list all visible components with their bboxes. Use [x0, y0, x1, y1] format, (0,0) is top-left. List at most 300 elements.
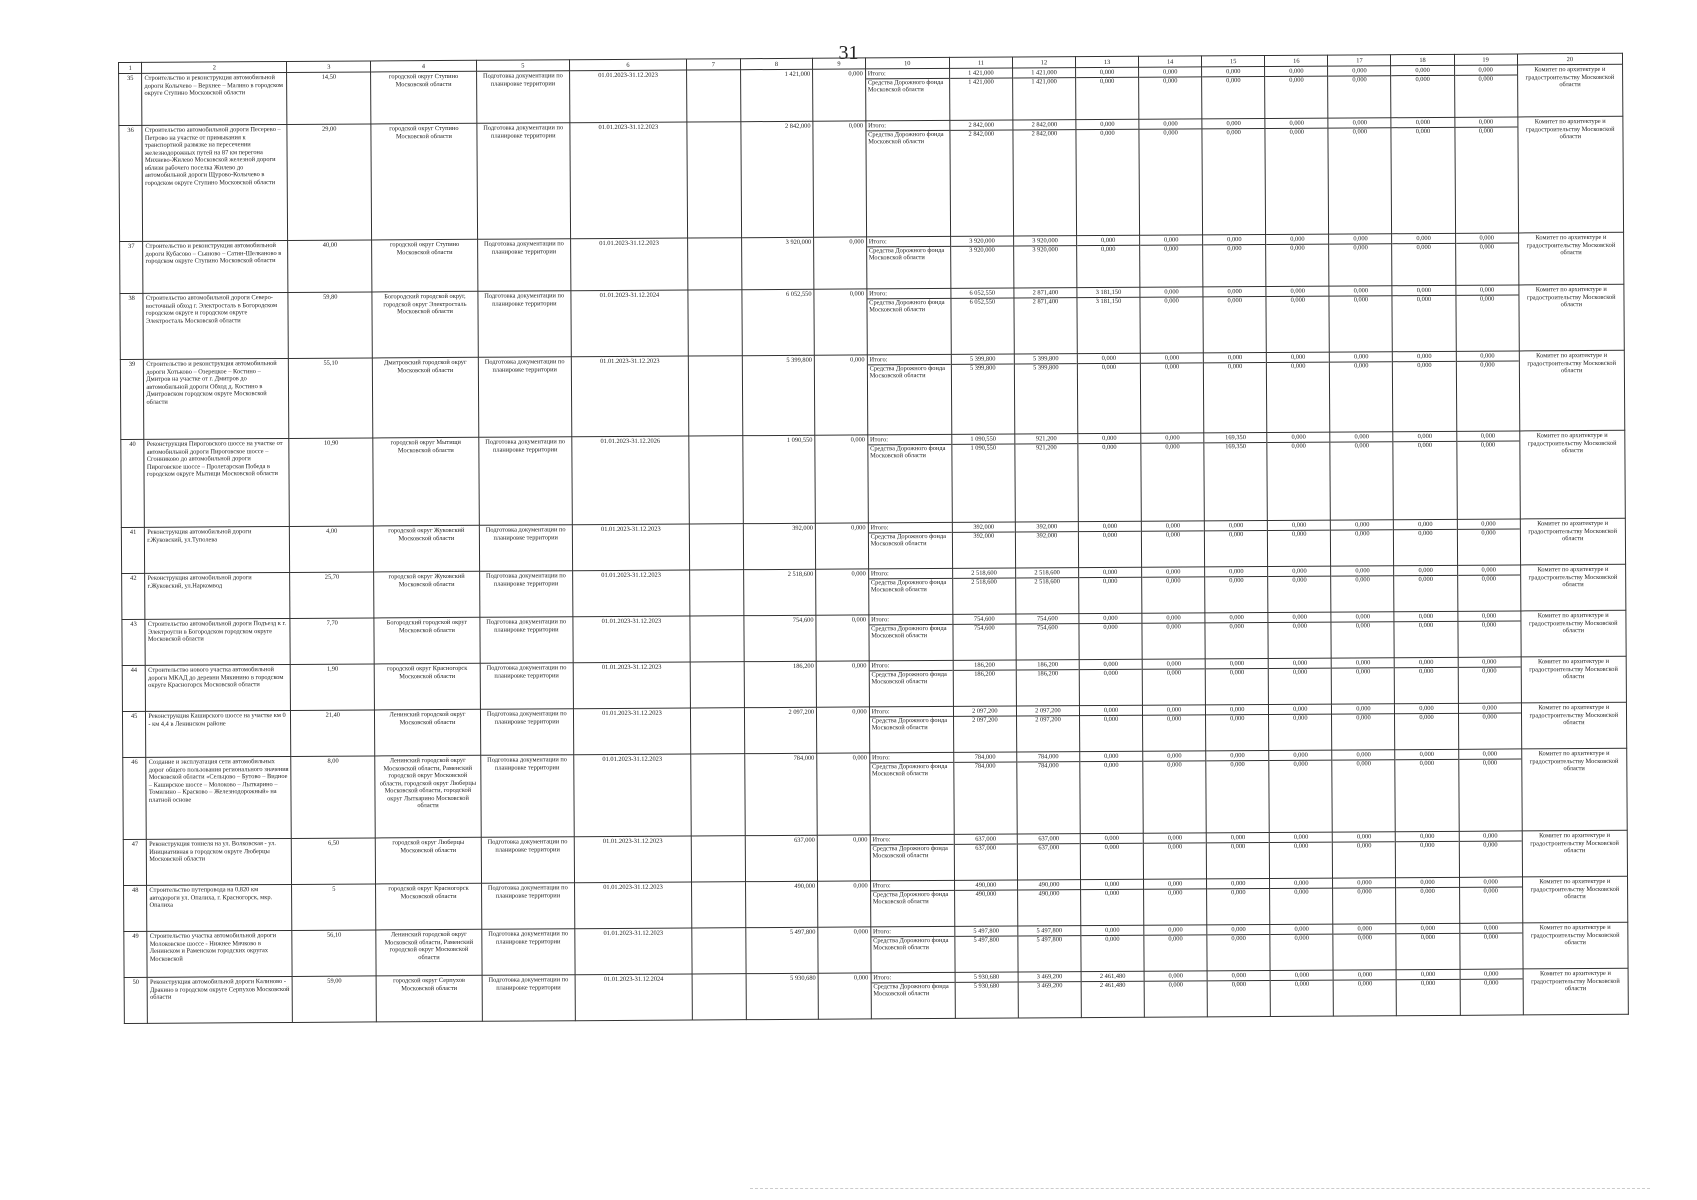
total-value: 2 097,200 — [1035, 707, 1061, 715]
year-value-cell — [1079, 613, 1142, 659]
year-value-cell — [1455, 233, 1518, 285]
fund-label: Средства Дорожного фонда Московской области — [868, 443, 951, 460]
fund-value: 3 920,000 — [951, 246, 1013, 255]
fund-value: 0,000 — [1143, 760, 1205, 769]
fund-value: 0,000 — [1328, 75, 1390, 84]
funded-value: 0,000 — [818, 881, 871, 927]
object-length: 5 — [292, 884, 376, 931]
fund-value: 784,000 — [1017, 761, 1079, 770]
total-value: 0,000 — [1354, 353, 1369, 361]
year-value-cell — [1267, 432, 1331, 520]
year-value-cell — [1018, 926, 1081, 972]
cost-value: 2 097,200 — [744, 707, 817, 753]
work-period: 01.01.2023-31.12.2026 — [572, 436, 689, 525]
total-value: 0,000 — [1478, 118, 1494, 126]
cost-value: 392,000 — [743, 523, 816, 569]
municipality: Богородский городской округ, городской округ Электросталь Московской области — [372, 291, 478, 358]
total-value: 0,000 — [1229, 706, 1245, 714]
fund-value: 0,000 — [1330, 361, 1392, 370]
year-value-cell — [1206, 750, 1270, 832]
fund-value: 0,000 — [1394, 441, 1456, 450]
total-value: 0,000 — [1164, 288, 1179, 296]
year-value-cell — [1333, 832, 1396, 878]
total-value: 2 871,400 — [1032, 289, 1059, 297]
funding-source-cell — [868, 522, 952, 569]
total-value: 0,000 — [1231, 926, 1246, 934]
total-value: 0,000 — [1356, 751, 1371, 759]
funding-source-cell — [869, 660, 953, 707]
column-7-cell — [690, 570, 744, 616]
year-value-cell — [1140, 353, 1204, 433]
fund-value: 0,000 — [1269, 622, 1331, 631]
total-value: 0,000 — [1290, 287, 1305, 295]
year-value-cell — [1458, 749, 1522, 831]
fund-value: 0,000 — [1271, 980, 1333, 989]
year-value-cell — [1018, 972, 1081, 1018]
total-value: 5 930,680 — [973, 973, 1000, 981]
fund-value: 2 097,200 — [1017, 715, 1079, 724]
column-number-8: 8 — [740, 58, 813, 69]
fund-value: 0,000 — [1392, 127, 1454, 136]
year-value-cell — [1331, 612, 1394, 658]
fund-label: Средства Дорожного фонда Московской области — [866, 77, 949, 94]
responsible-committee: Комитет по архитектуре и градостроительству Московской области — [1519, 284, 1625, 351]
total-value: 637,000 — [1038, 835, 1060, 843]
fund-value: 0,000 — [1144, 934, 1206, 943]
fund-value: 6 052,550 — [951, 298, 1013, 307]
total-value: 3 920,000 — [1032, 237, 1058, 245]
year-value-cell — [1144, 925, 1207, 971]
work-period: 01.01.2023-31.12.2023 — [573, 616, 690, 663]
object-name: Строительство путепровода на 0,820 км автодороги ул. Опалиха, г. Красногорск, мкр. Опалиха — [147, 884, 292, 931]
table-row — [119, 116, 1624, 241]
object-length: 25,70 — [290, 572, 374, 619]
cost-value: 490,000 — [745, 881, 818, 927]
total-value: 3 920,000 — [969, 237, 995, 245]
total-value: 637,000 — [975, 835, 997, 843]
cost-value: 5 497,800 — [745, 927, 818, 973]
fund-value: 0,000 — [1203, 244, 1265, 253]
fund-value: 0,000 — [1394, 529, 1456, 538]
total-value: 0,000 — [1352, 67, 1367, 75]
total-value: 0,000 — [1353, 235, 1368, 243]
column-number-16: 16 — [1265, 55, 1328, 66]
year-value-cell — [1393, 351, 1457, 431]
work-stage: Подготовка документации по планировке территории — [482, 975, 576, 1022]
object-name: Строительство автомобильной дороги Северо-восточный обход г. Электросталь в Богородском городском округе и городском округе Электросталь Московской области — [143, 292, 288, 359]
fund-value: 0,000 — [1329, 127, 1391, 136]
work-period: 01.01.2023-31.12.2023 — [574, 836, 691, 883]
column-7-cell — [687, 238, 741, 290]
total-value: 0,000 — [1352, 119, 1368, 127]
fund-value: 0,000 — [1270, 760, 1332, 769]
year-value-cell — [1391, 65, 1454, 117]
year-value-cell — [1330, 352, 1394, 432]
year-value-cell — [1142, 567, 1205, 613]
total-value: 0,000 — [1100, 120, 1115, 129]
row-number: 42 — [122, 573, 146, 619]
fund-value: 0,000 — [1081, 935, 1143, 944]
column-number-19: 19 — [1454, 54, 1517, 65]
fund-value: 0,000 — [1268, 576, 1330, 585]
fund-value: 0,000 — [1079, 623, 1141, 632]
fund-value: 754,600 — [953, 624, 1015, 633]
total-value: 754,600 — [1036, 615, 1058, 623]
work-stage: Подготовка документации по планировке территории — [477, 291, 571, 358]
total-value: 0,000 — [1420, 924, 1436, 933]
fund-value: 0,000 — [1204, 362, 1266, 371]
fund-value: 490,000 — [1018, 889, 1080, 898]
year-value-cell — [1392, 285, 1455, 351]
object-name: Создание и эксплуатация сети автомобильных дорог общего пользования регионального значения Московской области «Сельцово – Бутово – Видное – Каширское шоссе – Молоково – Лыткарино – Томилино – Красково – Железнодорожный» на платной основе — [146, 756, 291, 839]
total-value: 0,000 — [1483, 970, 1499, 978]
table-row — [124, 968, 1628, 1023]
year-value-cell — [1332, 750, 1396, 832]
fund-value: 186,200 — [954, 670, 1016, 679]
total-value: 0,000 — [1354, 433, 1369, 441]
year-value-cell — [1079, 567, 1142, 613]
year-value-cell — [1081, 971, 1144, 1017]
program-table-sheet — [118, 53, 1629, 1024]
object-name: Строительство автомобильной дороги Подъезд к г. Электроугли в Богородском городском округе Московской области — [145, 618, 290, 665]
fund-value: 0,000 — [1267, 362, 1329, 371]
total-value: 0,000 — [1227, 288, 1242, 296]
total-value: 2 518,600 — [1034, 569, 1060, 577]
responsible-committee: Комитет по архитектуре и градостроительству Московской области — [1520, 518, 1626, 565]
year-value-cell — [1013, 236, 1076, 288]
fund-value: 0,000 — [1266, 244, 1328, 253]
year-value-cell — [950, 120, 1014, 236]
year-value-cell — [1458, 657, 1521, 703]
work-period: 01.01.2023-31.12.2023 — [575, 928, 692, 975]
object-length: 1,90 — [290, 664, 374, 711]
responsible-committee: Комитет по архитектуре и градостроительству Московской области — [1521, 656, 1627, 703]
fund-value: 0,000 — [1332, 621, 1394, 630]
responsible-committee: Комитет по архитектуре и градостроительству Московской области — [1521, 702, 1627, 749]
column-number-10: 10 — [865, 57, 949, 69]
responsible-committee: Комитет по архитектуре и градостроительству Московской области — [1518, 116, 1624, 233]
fund-value: 2 518,600 — [953, 578, 1015, 587]
year-value-cell — [1329, 234, 1392, 286]
row-number: 46 — [123, 757, 147, 839]
row-number: 40 — [121, 439, 145, 527]
total-value: 0,000 — [1227, 236, 1242, 244]
year-value-cell — [952, 434, 1016, 522]
year-value-cell — [1207, 924, 1270, 970]
funding-source-cell — [869, 614, 953, 661]
funding-source-cell — [867, 288, 952, 355]
year-value-cell — [1266, 234, 1329, 286]
fund-value: 0,000 — [1457, 440, 1519, 449]
year-value-cell — [1269, 704, 1332, 750]
fund-value: 1 421,000 — [1013, 77, 1075, 86]
year-value-cell — [1139, 119, 1203, 235]
total-value: 0,000 — [1227, 354, 1243, 362]
column-7-cell — [691, 836, 745, 882]
object-length: 10,90 — [289, 438, 374, 527]
fund-value: 0,000 — [1144, 888, 1206, 897]
total-value: 0,000 — [1483, 878, 1498, 886]
total-value: 0,000 — [1104, 752, 1119, 760]
total-value: 0,000 — [1416, 234, 1431, 243]
municipality: Ленинский городской округ Московской области, Раменский городской округ Московской области — [376, 929, 481, 976]
year-value-cell — [1144, 879, 1207, 925]
fund-label: Средства Дорожного фонда Московской области — [871, 981, 954, 998]
total-value: 0,000 — [1417, 352, 1432, 361]
row-number: 38 — [120, 293, 144, 359]
total-value: 0,000 — [1480, 352, 1495, 360]
column-7-cell — [692, 974, 746, 1020]
fund-value: 0,000 — [1267, 296, 1329, 305]
fund-value: 5 399,800 — [952, 364, 1014, 373]
work-period: 01.01.2023-31.12.2024 — [571, 290, 688, 357]
total-value: 0,000 — [1479, 286, 1495, 294]
total-value: 0,000 — [1102, 568, 1118, 576]
total-value: 0,000 — [1165, 434, 1180, 442]
fund-value: 0,000 — [1207, 888, 1269, 897]
total-value: 0,000 — [1290, 353, 1306, 361]
year-value-cell — [1205, 658, 1268, 704]
total-value: 2 842,000 — [1031, 121, 1058, 129]
funded-value: 0,000 — [816, 661, 869, 707]
total-label: Итого: — [868, 238, 887, 246]
funding-source-cell — [867, 434, 952, 523]
total-value: 0,000 — [1416, 286, 1432, 295]
year-value-cell — [1204, 432, 1268, 520]
year-value-cell — [1331, 520, 1394, 566]
year-value-cell — [1078, 433, 1142, 521]
fund-value: 5 497,800 — [955, 936, 1017, 945]
total-value: 0,000 — [1415, 118, 1431, 127]
fund-label: Средства Дорожного фонда Московской области — [870, 715, 953, 732]
object-name: Строительство автомобильной дороги Песерево – Петрово на участке от примыкания к транспортной развязке на пересечении железнодорожных путей на 87 км перегона Михнево-Жилево Московской железной дороги вблизи рабочего поселка Жилево до автомобильной дороги Щурово-Колычево в городском округе Ступино Московской области — [142, 124, 288, 241]
column-number-18: 18 — [1391, 54, 1454, 65]
fund-value: 0,000 — [1460, 886, 1522, 895]
year-value-cell — [1270, 970, 1333, 1016]
total-value: 3 469,200 — [1036, 973, 1063, 981]
total-value: 0,000 — [1418, 612, 1434, 621]
total-label: Итого: — [869, 356, 888, 364]
total-value: 0,000 — [1356, 705, 1371, 713]
column-7-cell — [687, 122, 741, 238]
fund-value: 0,000 — [1271, 934, 1333, 943]
year-value-cell — [1396, 831, 1459, 877]
year-value-cell — [1013, 120, 1077, 236]
year-value-cell — [1139, 67, 1202, 119]
column-number-3: 3 — [287, 61, 371, 73]
total-value: 0,000 — [1162, 68, 1178, 76]
fund-label: Средства Дорожного фонда Московской области — [867, 297, 950, 314]
object-length: 55,10 — [289, 358, 374, 439]
total-value: 0,000 — [1289, 119, 1304, 127]
fund-value: 0,000 — [1078, 443, 1140, 452]
municipality: городской округ Ступино Московской области — [371, 71, 476, 124]
funded-value: 0,000 — [816, 615, 869, 661]
total-value: 0,000 — [1166, 706, 1182, 714]
total-value: 754,600 — [973, 615, 995, 623]
row-number: 36 — [119, 125, 143, 241]
object-length: 59,80 — [288, 292, 373, 359]
year-value-cell — [1076, 67, 1139, 119]
program-table — [118, 53, 1629, 1024]
table-row — [120, 232, 1624, 293]
total-value: 2 842,000 — [968, 121, 995, 129]
fund-value: 0,000 — [1268, 442, 1330, 451]
year-value-cell — [1077, 287, 1140, 353]
fund-value: 0,000 — [1395, 575, 1457, 584]
total-value: 0,000 — [1167, 880, 1183, 888]
funded-value: 0,000 — [818, 973, 871, 1019]
year-value-cell — [1391, 117, 1455, 233]
year-value-cell — [953, 706, 1016, 752]
year-value-cell — [1267, 352, 1331, 432]
fund-value: 392,000 — [1016, 531, 1078, 540]
work-stage: Подготовка документации по планировке территории — [476, 71, 570, 124]
table-row — [119, 64, 1623, 125]
total-label: Итого: — [871, 662, 890, 670]
fund-value: 0,000 — [1079, 531, 1141, 540]
total-value: 784,000 — [1037, 753, 1059, 761]
year-value-cell — [1203, 286, 1266, 352]
total-value: 5 399,800 — [969, 355, 996, 363]
fund-value: 921,200 — [1015, 443, 1077, 452]
responsible-committee: Комитет по архитектуре и градостроительству Московской области — [1517, 64, 1623, 117]
total-value: 0,000 — [1164, 354, 1180, 362]
object-name: Строительство и реконструкция автомобильной дороги Хотьково – Озерецкое – Костино – Дмитров на участке от г. Дмитров до автомобильной дороги Обход д. Костино в Дмитровском городском округе Московской области — [144, 358, 289, 439]
year-value-cell — [1395, 703, 1458, 749]
fund-label: Средства Дорожного фонда Московской области — [869, 577, 952, 594]
object-length: 4,00 — [290, 526, 374, 573]
work-period: 01.01.2023-31.12.2023 — [573, 570, 690, 617]
funding-source-cell — [866, 120, 951, 237]
responsible-committee: Комитет по архитектуре и градостроительству Московской области — [1523, 968, 1629, 1015]
column-number-15: 15 — [1202, 55, 1265, 66]
funding-source-cell — [868, 568, 952, 615]
funding-source-cell — [870, 834, 954, 881]
year-value-cell — [1205, 520, 1268, 566]
year-value-cell — [1329, 286, 1392, 352]
year-value-cell — [1333, 878, 1396, 924]
fund-value: 0,000 — [1140, 128, 1202, 137]
column-number-6: 6 — [570, 59, 687, 71]
year-value-cell — [955, 972, 1018, 1018]
total-value: 0,000 — [1479, 234, 1494, 242]
year-value-cell — [1265, 66, 1328, 118]
total-value: 0,000 — [1292, 659, 1308, 667]
funded-value: 0,000 — [817, 707, 870, 753]
total-value: 0,000 — [1226, 120, 1241, 128]
year-value-cell — [1269, 750, 1333, 832]
year-value-cell — [1392, 233, 1455, 285]
total-value: 0,000 — [1294, 925, 1309, 933]
total-value: 0,000 — [1292, 613, 1307, 621]
work-stage: Подготовка документации по планировке территории — [481, 883, 575, 930]
fund-value: 0,000 — [1139, 76, 1201, 85]
total-value: 0,000 — [1420, 878, 1435, 887]
total-value: 0,000 — [1100, 236, 1116, 244]
row-number: 48 — [124, 885, 148, 931]
column-number-2: 2 — [142, 61, 287, 73]
total-value: 0,000 — [1105, 926, 1120, 934]
cost-value: 6 052,550 — [742, 289, 815, 355]
fund-value: 0,000 — [1393, 243, 1455, 252]
work-period: 01.01.2023-31.12.2023 — [573, 662, 690, 709]
fund-value: 2 842,000 — [950, 130, 1012, 139]
fund-value: 0,000 — [1333, 887, 1395, 896]
year-value-cell — [1014, 354, 1078, 434]
year-value-cell — [1081, 879, 1144, 925]
year-value-cell — [1460, 969, 1523, 1015]
fund-value: 0,000 — [1393, 295, 1455, 304]
fund-value: 1 090,550 — [952, 444, 1014, 453]
year-value-cell — [1142, 613, 1205, 659]
year-value-cell — [1202, 118, 1266, 234]
year-value-cell — [1396, 877, 1459, 923]
total-label: Итого: — [872, 882, 891, 890]
fund-value: 0,000 — [1270, 842, 1332, 851]
funded-value: 0,000 — [817, 753, 870, 835]
fund-value: 0,000 — [1140, 244, 1202, 253]
object-name: Реконструкция автомобильной дороги г.Жуковский, ул.Туполева — [145, 526, 290, 573]
total-label: Итого: — [870, 570, 889, 578]
object-length: 6,50 — [292, 838, 376, 885]
column-number-5: 5 — [476, 60, 570, 72]
responsible-committee: Комитет по архитектуре и градостроительству Московской области — [1520, 564, 1626, 611]
year-value-cell — [1332, 704, 1395, 750]
year-value-cell — [1016, 568, 1079, 614]
funded-value: 0,000 — [814, 289, 867, 355]
year-value-cell — [1143, 751, 1207, 833]
object-length: 59,00 — [292, 976, 376, 1023]
total-label: Итого: — [868, 122, 887, 130]
year-value-cell — [1015, 434, 1079, 522]
fund-value: 0,000 — [1393, 361, 1455, 370]
year-value-cell — [1140, 287, 1203, 353]
cost-value: 754,600 — [744, 615, 817, 661]
table-row — [120, 350, 1624, 439]
scan-artifact-line — [750, 1188, 1650, 1190]
funded-value: 0,000 — [813, 121, 866, 237]
object-length: 56,10 — [292, 930, 376, 977]
total-value: 5 497,800 — [1036, 927, 1063, 935]
work-stage: Подготовка документации по планировке территории — [478, 357, 572, 438]
total-value: 0,000 — [1355, 659, 1371, 667]
total-value: 0,000 — [1483, 924, 1499, 932]
year-value-cell — [1143, 833, 1206, 879]
year-value-cell — [1206, 832, 1269, 878]
total-value: 0,000 — [1356, 833, 1372, 841]
fund-value: 0,000 — [1333, 841, 1395, 850]
column-number-4: 4 — [371, 60, 476, 72]
year-value-cell — [1454, 117, 1518, 233]
total-value: 186,200 — [1037, 661, 1059, 669]
total-value: 0,000 — [1418, 520, 1433, 529]
year-value-cell — [1456, 351, 1520, 431]
fund-label: Средства Дорожного фонда Московской области — [871, 889, 954, 906]
fund-value: 0,000 — [1397, 979, 1459, 988]
funding-source-cell — [870, 880, 954, 927]
fund-value: 0,000 — [1208, 934, 1270, 943]
fund-value: 0,000 — [1080, 669, 1142, 678]
funded-value: 0,000 — [815, 435, 868, 523]
total-value: 0,000 — [1164, 236, 1179, 244]
total-value: 0,000 — [1355, 567, 1370, 575]
fund-value: 0,000 — [1203, 128, 1265, 137]
total-value: 0,000 — [1418, 658, 1434, 667]
fund-value: 0,000 — [1143, 622, 1205, 631]
column-7-cell — [692, 928, 746, 974]
total-value: 0,000 — [1480, 432, 1496, 440]
